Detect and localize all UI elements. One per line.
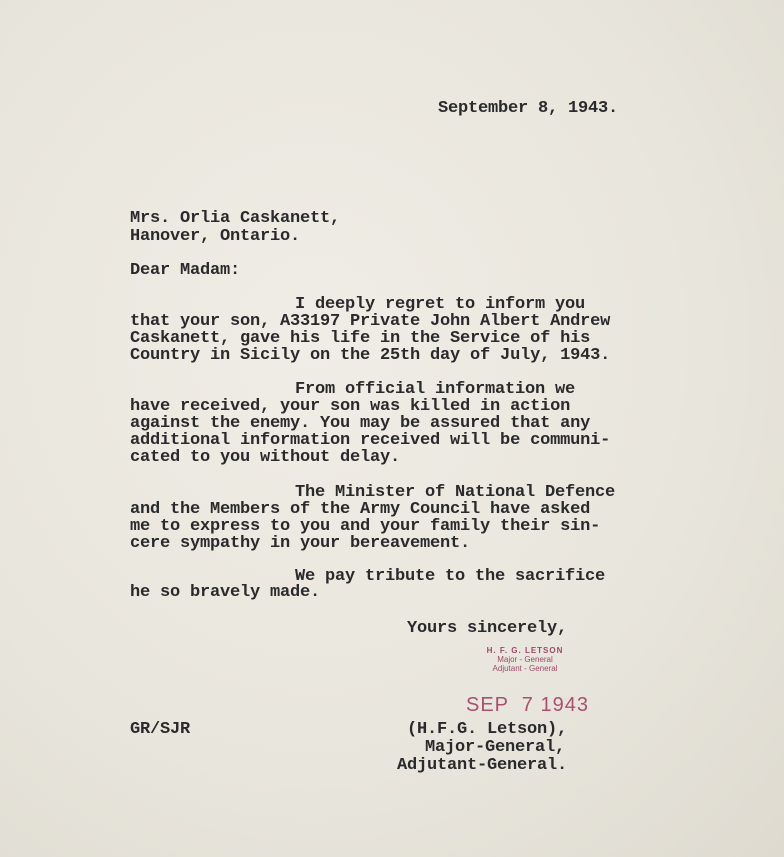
reference-initials: GR/SJR <box>130 720 191 739</box>
paragraph-line: and the Members of the Army Council have asked <box>130 500 591 519</box>
paragraph-line: Country in Sicily on the 25th day of July, 1943. <box>130 346 611 365</box>
stamp-title: Adjutant - General <box>492 664 558 673</box>
paragraph-line: The Minister of National Defence <box>295 483 616 502</box>
stamp-rank: Major - General <box>497 655 553 664</box>
paragraph-line: have received, your son was killed in action <box>130 397 571 416</box>
paragraph-line: cated to you without delay. <box>130 448 401 467</box>
signatory-rank: Major-General, <box>425 738 566 757</box>
paragraph-line: cere sympathy in your bereavement. <box>130 534 471 553</box>
paragraph-line: From official information we <box>295 380 576 399</box>
paragraph-line: additional information received will be communi- <box>130 431 611 450</box>
closing: Yours sincerely, <box>407 619 568 638</box>
recipient-address: Hanover, Ontario. <box>130 227 301 246</box>
paragraph-line: against the enemy. You may be assured that any <box>130 414 591 433</box>
date-stamp: SEP 7 1943 <box>466 694 589 716</box>
salutation: Dear Madam: <box>130 261 241 280</box>
paragraph-line: that your son, A33197 Private John Albert Andrew <box>130 312 611 331</box>
paragraph-line: We pay tribute to the sacrifice <box>295 567 606 586</box>
stamp-name: H. F. G. LETSON <box>486 646 564 655</box>
signature-stamp <box>470 646 580 673</box>
paragraph-line: I deeply regret to inform you <box>295 295 586 314</box>
letter-date: September 8, 1943. <box>438 99 619 118</box>
signatory-name: (H.F.G. Letson), <box>407 720 568 739</box>
paragraph-line: me to express to you and your family their sin- <box>130 517 601 536</box>
recipient-name: Mrs. Orlia Caskanett, <box>130 209 341 228</box>
paragraph-line: he so bravely made. <box>130 583 321 602</box>
signatory-title: Adjutant-General. <box>397 756 568 775</box>
paragraph-line: Caskanett, gave his life in the Service of his <box>130 329 591 348</box>
